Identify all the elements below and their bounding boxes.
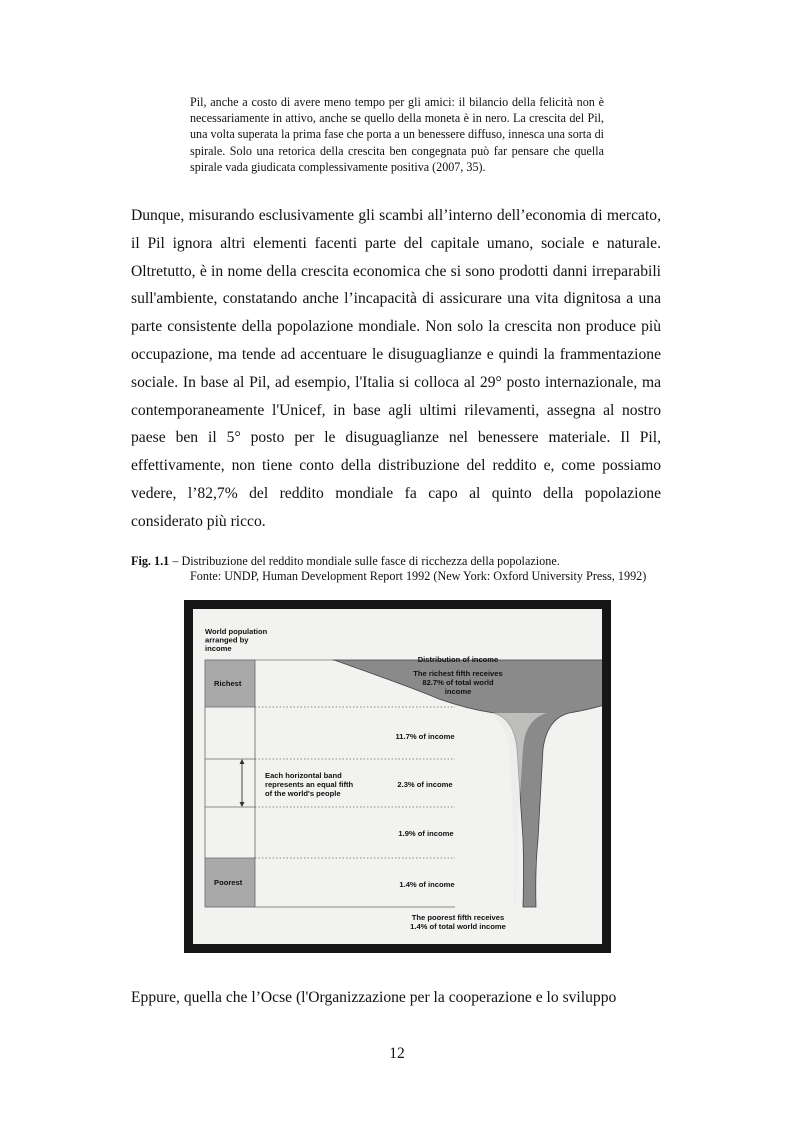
band-label: 1.4% of income — [399, 880, 455, 889]
right-header: Distribution of income — [417, 655, 499, 664]
poorest-note-line: 1.4% of total world income — [410, 922, 506, 931]
income-glass-shape — [332, 660, 602, 907]
income-distribution-figure — [184, 600, 611, 953]
figure-caption — [131, 554, 665, 584]
paragraph: Eppure, quella che l’Ocse (l'Organizzazione per la cooperazione e lo sviluppo — [131, 989, 617, 1006]
poorest-note-line: The poorest fifth receives — [411, 913, 505, 922]
richest-note-line: The richest fifth receives — [413, 669, 503, 678]
row-label-richest: Richest — [214, 679, 242, 688]
left-header-line: arranged by — [205, 635, 249, 645]
figure-caption-text: – Distribuzione del reddito mondiale sulle fasce di ricchezza della popolazione. — [169, 554, 560, 568]
richest-note-line: 82.7% of total world — [422, 678, 494, 687]
band-note-line: represents an equal fifth — [265, 780, 354, 789]
block-quote: Pil, anche a costo di avere meno tempo per gli amici: il bilancio della felicità non è necessariamente in attivo, anche se quello della moneta è in nero. La crescita del Pil, una volta superata la prima fase che porta a un benessere diffuso, innesca una sorta di spirale. Solo una retorica della crescita ben congegnata può far pensare che quella spirale vada giudicata complessivamente positiva (2007, 35). — [190, 95, 604, 174]
chart-panel — [193, 609, 602, 944]
row-label-poorest: Poorest — [214, 878, 243, 887]
band-note-line: Each horizontal band — [265, 771, 342, 780]
champagne-glass-chart — [193, 609, 602, 944]
figure-source: Fonte: UNDP, Human Development Report 1992 (New York: Oxford University Press, 1992) — [190, 569, 647, 583]
page-number: 12 — [389, 1045, 405, 1062]
band-note-line: of the world's people — [265, 789, 341, 798]
band-label: 11.7% of income — [395, 732, 455, 741]
left-header-line: World population — [205, 627, 268, 636]
band-label: 2.3% of income — [397, 780, 453, 789]
richest-note-line: income — [444, 687, 472, 696]
left-header-line: income — [205, 644, 232, 653]
paragraph: Dunque, misurando esclusivamente gli scambi all’interno dell’economia di mercato, il Pil ignora altri elementi facenti parte del capitale umano, sociale e naturale. Oltretutto, è in nome della crescita economica che si sono prodotti danni irreparabili sull'ambiente, constatando anche l’incapacità di assicurare una vita dignitosa a una parte consistente della popolazione mondiale. Non solo la crescita non produce più occupazione, ma tende ad accentuare le disuguaglianze e quindi la frammentazione sociale. In base al Pil, ad esempio, l'Italia si colloca al 29° posto internazionale, ma contemporaneamente l'Unicef, in base agli ultimi rilevamenti, assegna al nostro paese ben il 5° posto per le disuguaglianze nel benessere materiale. Il Pil, effettivamente, non tiene conto della distribuzione del reddito e, come possiamo vedere, l’82,7% del reddito mondiale fa capo al quinto della popolazione considerato più ricco. — [131, 207, 661, 530]
band-label: 1.9% of income — [398, 829, 454, 838]
figure-label: Fig. 1.1 — [131, 554, 170, 568]
